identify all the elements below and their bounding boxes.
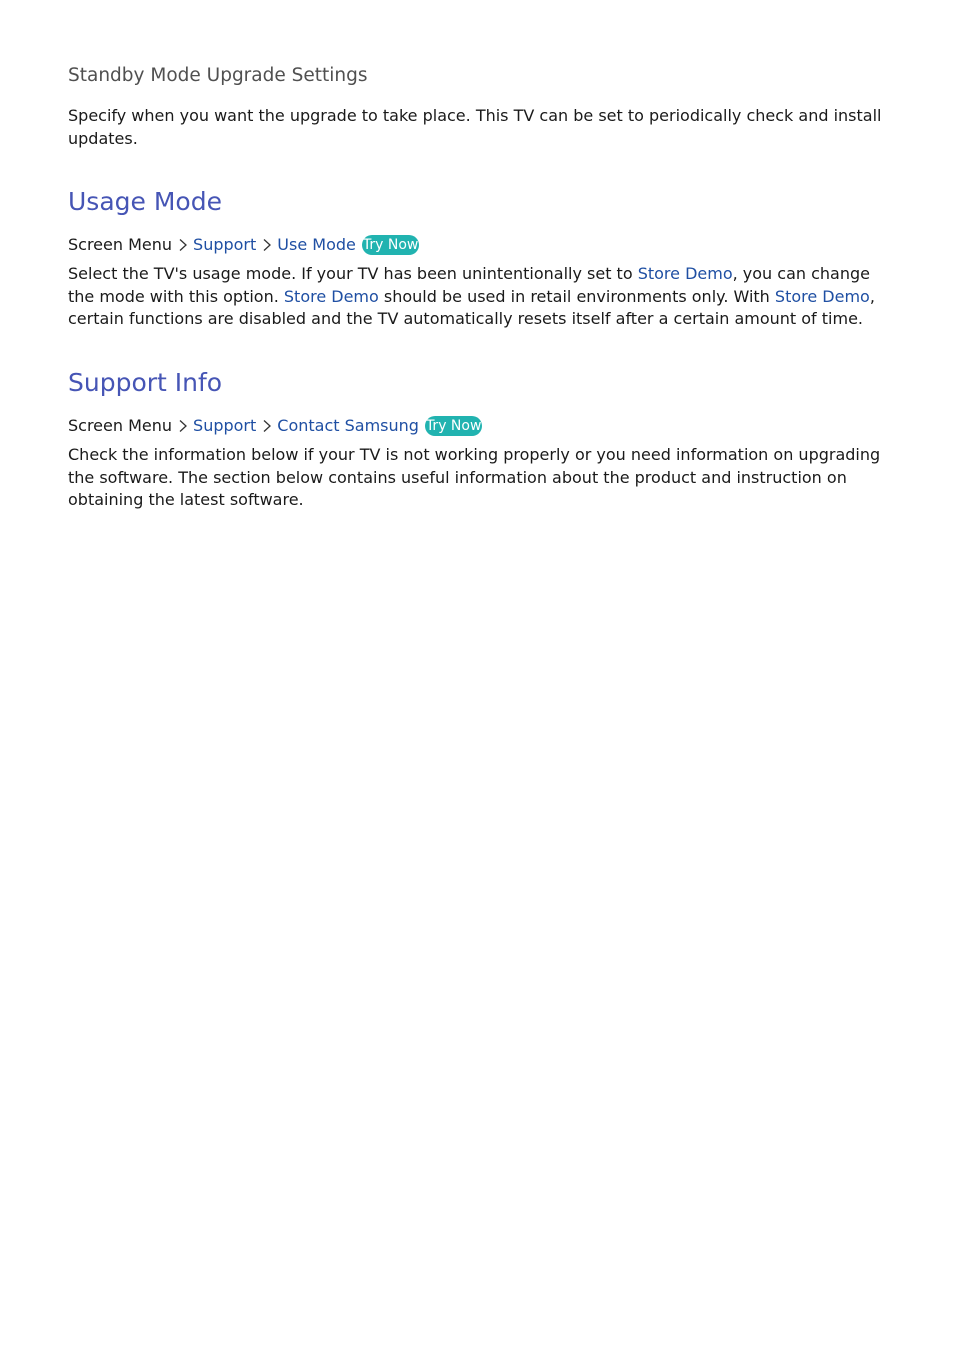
usage-mode-text-1: Select the TV's usage mode. If your TV has been unintentionally set to [68, 264, 638, 283]
chevron-right-icon [261, 419, 273, 433]
breadcrumb-root: Screen Menu [68, 235, 173, 254]
chevron-right-icon [177, 419, 189, 433]
support-info-title: Support Info [68, 368, 223, 397]
chevron-right-icon [177, 238, 189, 252]
try-now-button[interactable]: Try Now [425, 418, 482, 434]
store-demo-term: Store Demo [637, 264, 733, 283]
usage-mode-description [68, 263, 888, 331]
usage-mode-breadcrumb [68, 234, 419, 256]
usage-mode-text-3: should be used in retail environments only. With [378, 286, 775, 306]
breadcrumb-use-mode-link[interactable]: Use Mode [277, 235, 356, 254]
standby-upgrade-description: Specify when you want the upgrade to take place. This TV can be set to periodically check and install updates. [68, 106, 882, 148]
store-demo-term: Store Demo [774, 286, 870, 306]
store-demo-term: Store Demo [283, 286, 379, 306]
try-now-button[interactable]: Try Now [362, 237, 419, 253]
chevron-right-icon [261, 238, 273, 252]
standby-upgrade-heading: Standby Mode Upgrade Settings [68, 65, 368, 86]
usage-mode-text-4: , certain functions are disabled and the TV automatically resets itself after a certain amount of time. [68, 286, 875, 328]
breadcrumb-support-link[interactable]: Support [193, 235, 257, 254]
support-info-description: Check the information below if your TV is not working properly or you need information on upgrading the software. The section below contains useful information about the product and instruction on obtaining the latest software. [68, 445, 881, 509]
breadcrumb-root: Screen Menu [68, 416, 173, 435]
usage-mode-title: Usage Mode [68, 187, 222, 216]
usage-mode-text-2: , you can change the mode with this option. [68, 264, 870, 306]
support-info-breadcrumb [68, 415, 482, 437]
breadcrumb-support-link[interactable]: Support [193, 416, 257, 435]
breadcrumb-contact-samsung-link[interactable]: Contact Samsung [277, 416, 419, 435]
